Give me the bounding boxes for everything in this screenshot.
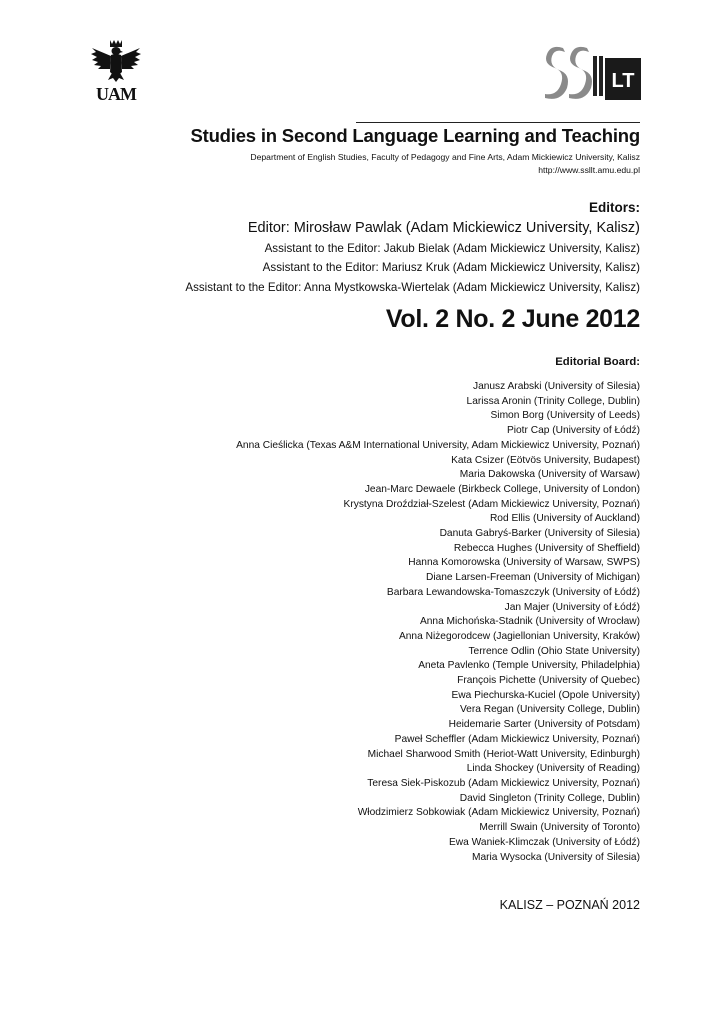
header-rule bbox=[356, 122, 640, 123]
board-member: Jan Majer (University of Łódź) bbox=[504, 601, 640, 613]
board-member: Vera Regan (University College, Dublin) bbox=[459, 704, 640, 716]
assistant-editor-line: Assistant to the Editor: Mariusz Kruk (Adam Mickiewicz University, Kalisz) bbox=[262, 261, 640, 275]
ssllt-logo bbox=[541, 42, 641, 104]
uam-logo bbox=[88, 38, 144, 102]
board-member: Janusz Arabski (University of Silesia) bbox=[472, 381, 640, 392]
board-member: Piotr Cap (University of Łódź) bbox=[506, 425, 640, 437]
journal-title: Studies in Second Language Learning and Teaching bbox=[190, 125, 640, 146]
board-member: Linda Shockey (University of Reading) bbox=[466, 763, 640, 775]
assistant-editors bbox=[185, 239, 640, 297]
board-member: Rod Ellis (University of Auckland) bbox=[489, 513, 640, 525]
editorial-board-heading: Editorial Board: bbox=[555, 356, 640, 368]
assistant-editor-line: Assistant to the Editor: Anna Mystkowska-Wiertelak (Adam Mickiewicz University, Kalisz) bbox=[185, 280, 640, 294]
board-member: Krystyna Droździał-Szelest (Adam Mickiewicz University, Poznań) bbox=[343, 498, 640, 510]
svg-text:UAM: UAM bbox=[96, 84, 136, 102]
board-member: Kata Csizer (Eötvös University, Budapest) bbox=[451, 454, 640, 466]
board-member: Hanna Komorowska (University of Warsaw, SWPS) bbox=[408, 557, 640, 569]
board-member: Danuta Gabryś-Barker (University of Silesia) bbox=[439, 528, 640, 540]
board-member: Barbara Lewandowska-Tomaszczyk (University of Łódź) bbox=[386, 586, 640, 598]
editorial-board-list bbox=[236, 380, 640, 865]
board-member: Teresa Siek-Piskozub (Adam Mickiewicz University, Poznań) bbox=[367, 777, 640, 789]
board-member: Rebecca Hughes (University of Sheffield) bbox=[453, 542, 640, 554]
board-member: Anna Cieślicka (Texas A&M International University, Adam Mickiewicz University, Poznań) bbox=[236, 439, 640, 451]
board-member: David Singleton (Trinity College, Dublin) bbox=[459, 792, 640, 804]
board-member: Anna Niżegorodcew (Jagiellonian University, Kraków) bbox=[398, 630, 640, 642]
board-member: Heidemarie Sarter (University of Potsdam) bbox=[448, 719, 640, 731]
board-member: Jean-Marc Dewaele (Birkbeck College, University of London) bbox=[364, 483, 640, 495]
board-member: Larissa Aronin (Trinity College, Dublin) bbox=[466, 395, 640, 407]
publication-place: KALISZ – POZNAŃ 2012 bbox=[499, 898, 640, 912]
board-member: François Pichette (University of Quebec) bbox=[457, 675, 640, 687]
board-member: Merrill Swain (University of Toronto) bbox=[479, 822, 640, 834]
board-member: Ewa Waniek-Klimczak (University of Łódź) bbox=[449, 836, 640, 848]
assistant-editor-line: Assistant to the Editor: Jakub Bielak (Adam Mickiewicz University, Kalisz) bbox=[264, 242, 640, 255]
board-member: Maria Dakowska (University of Warsaw) bbox=[459, 469, 640, 481]
board-member: Maria Wysocka (University of Silesia) bbox=[471, 851, 640, 863]
board-member: Simon Borg (University of Leeds) bbox=[490, 410, 640, 422]
board-member: Diane Larsen-Freeman (University of Michigan) bbox=[425, 572, 640, 584]
editors-heading: Editors: bbox=[588, 200, 640, 215]
journal-url: http://www.ssllt.amu.edu.pl bbox=[538, 165, 640, 175]
board-member: Aneta Pavlenko (Temple University, Philadelphia) bbox=[418, 660, 640, 672]
board-member: Włodzimierz Sobkowiak (Adam Mickiewicz University, Poznań) bbox=[357, 807, 640, 819]
board-member: Anna Michońska-Stadnik (University of Wrocław) bbox=[419, 616, 640, 628]
board-member: Paweł Scheffler (Adam Mickiewicz University, Poznań) bbox=[394, 733, 640, 745]
department-line: Department of English Studies, Faculty of Pedagogy and Fine Arts, Adam Mickiewicz University, Kalisz bbox=[250, 152, 640, 162]
svg-text:LT: LT bbox=[611, 70, 635, 92]
board-member: Michael Sharwood Smith (Heriot-Watt University, Edinburgh) bbox=[367, 748, 640, 760]
board-member: Ewa Piechurska-Kuciel (Opole University) bbox=[451, 689, 640, 701]
editor-line: Editor: Mirosław Pawlak (Adam Mickiewicz University, Kalisz) bbox=[247, 220, 640, 236]
board-member: Terrence Odlin (Ohio State University) bbox=[468, 645, 640, 657]
volume-title: Vol. 2 No. 2 June 2012 bbox=[385, 305, 640, 333]
